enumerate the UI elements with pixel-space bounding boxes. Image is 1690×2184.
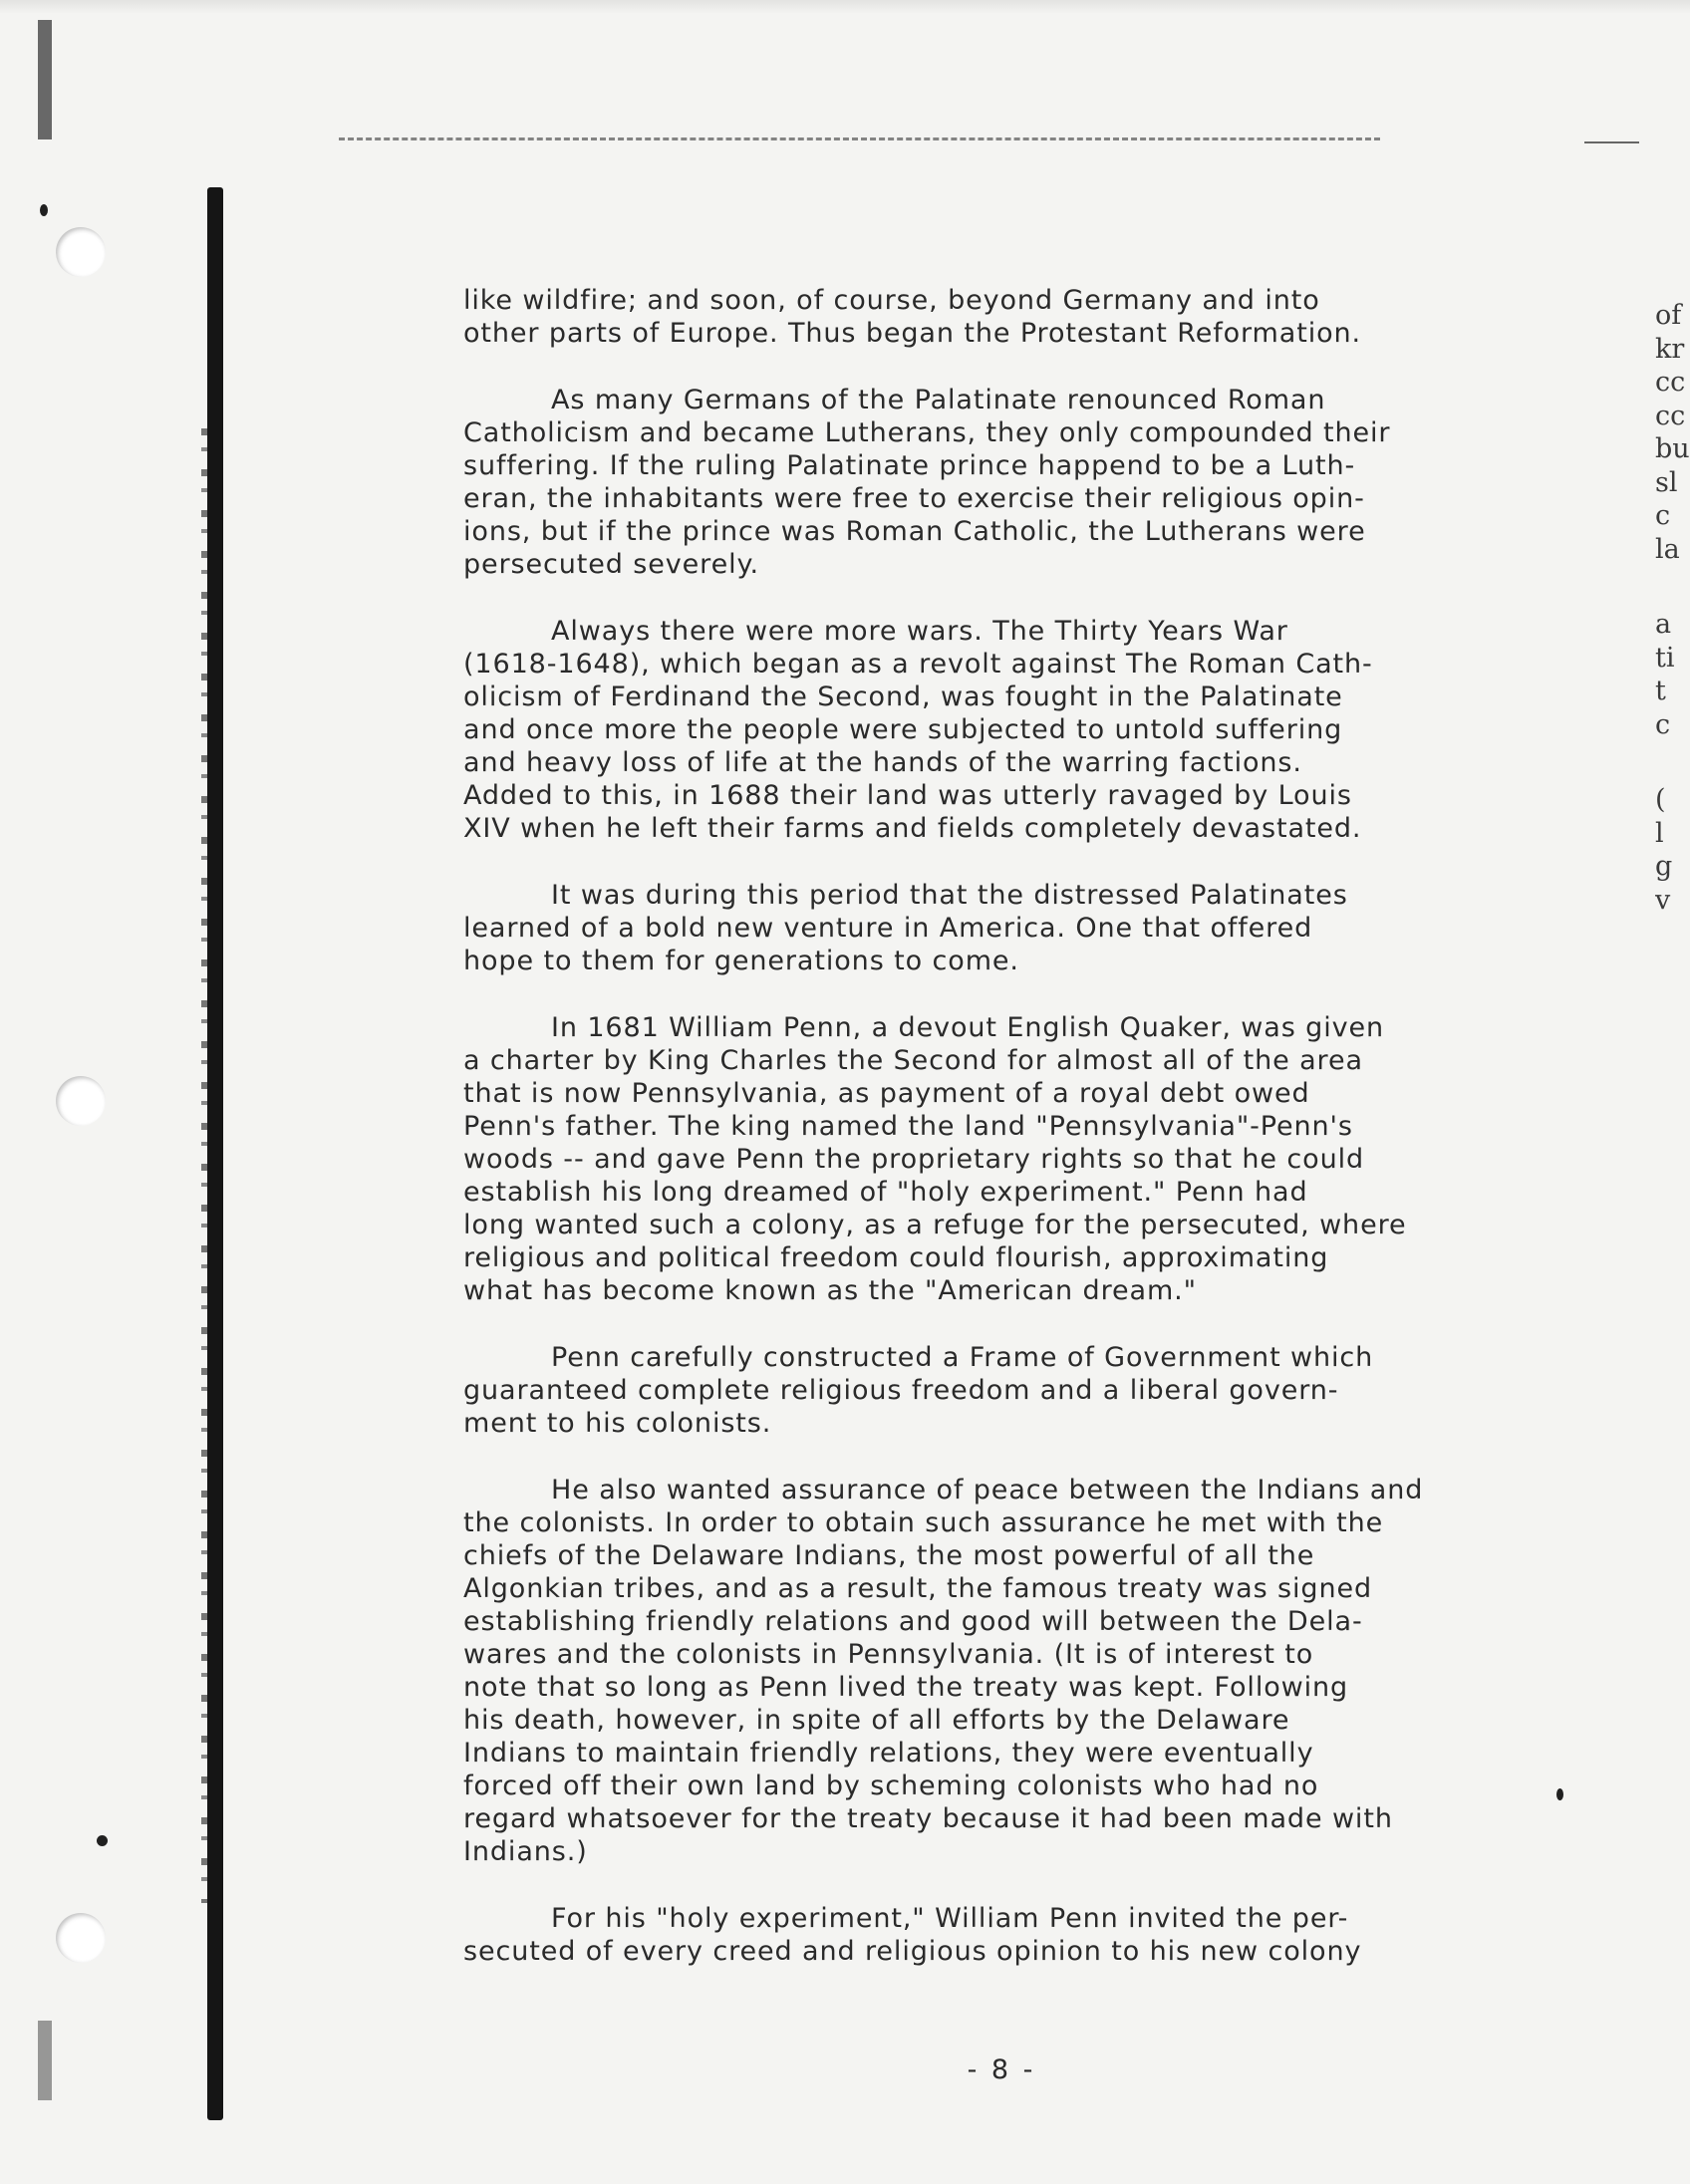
text-line: and once more the people were subjected to untold suffering [463, 714, 1343, 745]
text-line: olicism of Ferdinand the Second, was fought in the Palatinate [463, 682, 1343, 712]
fragment-text: bu [1655, 433, 1690, 464]
text-line: He also wanted assurance of peace between the Indians and [551, 1475, 1424, 1505]
scan-edge-mark-bottom [38, 2021, 52, 2100]
text-line: wares and the colonists in Pennsylvania. (It is of interest to [463, 1639, 1314, 1670]
fragment-text: ( [1655, 784, 1666, 815]
paragraph-6 [463, 1341, 1549, 1440]
text-line: It was during this period that the distressed Palatinates [551, 880, 1348, 911]
binder-hole-bottom [56, 1913, 106, 1963]
fragment-text: c [1655, 500, 1671, 531]
paragraph-8 [463, 1902, 1549, 1968]
scan-edge-mark-top [38, 20, 52, 139]
text-line: like wildfire; and soon, of course, beyond Germany and into [463, 285, 1320, 316]
adjacent-page-fragment [1655, 299, 1690, 917]
text-line: what has become known as the "American dream." [463, 1275, 1197, 1306]
text-line: As many Germans of the Palatinate renounced Roman [551, 385, 1326, 415]
text-line: religious and political freedom could flourish, approximating [463, 1242, 1329, 1273]
fragment-text: l [1655, 817, 1664, 849]
paragraph-4 [463, 879, 1549, 977]
text-line: Penn's father. The king named the land "Pennsylvania"-Penn's [463, 1111, 1353, 1142]
scan-speck [1556, 1788, 1563, 1800]
fragment-text: cc [1655, 400, 1686, 431]
binder-hole-middle [56, 1076, 106, 1126]
fragment-text: ti [1655, 642, 1675, 674]
text-line: (1618-1648), which began as a revolt against The Roman Cath- [463, 649, 1373, 680]
text-line: secuted of every creed and religious opinion to his new colony [463, 1936, 1362, 1967]
text-line: persecuted severely. [463, 549, 760, 580]
fragment-text: la [1655, 533, 1680, 565]
text-line: establish his long dreamed of "holy experiment." Penn had [463, 1177, 1308, 1208]
fragment-gap [1655, 566, 1690, 608]
text-line: that is now Pennsylvania, as payment of a royal debt owed [463, 1078, 1310, 1109]
binder-hole-top [56, 227, 106, 277]
text-line: other parts of Europe. Thus began the Protestant Reformation. [463, 318, 1362, 349]
text-line: In 1681 William Penn, a devout English Quaker, was given [551, 1012, 1385, 1043]
text-line: Always there were more wars. The Thirty Years War [551, 616, 1288, 647]
scan-shadow [0, 0, 1690, 14]
text-line: guaranteed complete religious freedom and a liberal govern- [463, 1375, 1339, 1406]
paragraph-2 [463, 384, 1549, 581]
page-body [463, 284, 1549, 2002]
fragment-gap [1655, 741, 1690, 783]
text-line: eran, the inhabitants were free to exercise their religious opin- [463, 483, 1365, 514]
header-rule [339, 137, 1380, 140]
fragment-text: a [1655, 609, 1672, 640]
text-line: chiefs of the Delaware Indians, the most powerful of all the [463, 1540, 1315, 1571]
text-line: Indians.) [463, 1836, 588, 1867]
fragment-text: v [1655, 884, 1671, 916]
text-line: note that so long as Penn lived the treaty was kept. Following [463, 1672, 1349, 1703]
fragment-text: kr [1655, 333, 1685, 365]
scan-speck [40, 204, 48, 216]
paragraph-3 [463, 615, 1549, 845]
text-line: For his "holy experiment," William Penn invited the per- [551, 1903, 1349, 1934]
text-line: hope to them for generations to come. [463, 946, 1019, 976]
text-line: woods -- and gave Penn the proprietary rights so that he could [463, 1144, 1365, 1175]
scan-binding-edge [201, 428, 207, 1903]
text-line: the colonists. In order to obtain such assurance he met with the [463, 1507, 1384, 1538]
fragment-text: g [1655, 851, 1673, 882]
text-line: Algonkian tribes, and as a result, the famous treaty was signed [463, 1573, 1373, 1604]
scan-binding-shadow [207, 187, 223, 2120]
fragment-text: t [1655, 676, 1666, 706]
fragment-text: c [1655, 708, 1671, 740]
text-line: learned of a bold new venture in America. One that offered [463, 913, 1313, 944]
text-line: establishing friendly relations and good will between the Dela- [463, 1606, 1363, 1637]
text-line: regard whatsoever for the treaty because it had been made with [463, 1803, 1393, 1834]
text-line: forced off their own land by scheming colonists who had no [463, 1771, 1319, 1801]
fragment-text: sl [1655, 466, 1678, 498]
paragraph-5 [463, 1011, 1549, 1307]
page-number: - 8 - [967, 2054, 1036, 2085]
text-line: a charter by King Charles the Second for almost all of the area [463, 1045, 1363, 1076]
fragment-text: of [1655, 300, 1682, 331]
scan-speck [97, 1835, 108, 1846]
text-line: XIV when he left their farms and fields completely devastated. [463, 813, 1362, 844]
text-line: Added to this, in 1688 their land was utterly ravaged by Louis [463, 780, 1352, 811]
paragraph-7 [463, 1474, 1549, 1868]
text-line: long wanted such a colony, as a refuge for the persecuted, where [463, 1210, 1407, 1240]
fragment-text: cc [1655, 367, 1686, 398]
header-rule-fragment [1584, 141, 1639, 143]
text-line: and heavy loss of life at the hands of the warring factions. [463, 747, 1302, 778]
text-line: Penn carefully constructed a Frame of Government which [551, 1342, 1374, 1373]
text-line: his death, however, in spite of all efforts by the Delaware [463, 1705, 1290, 1736]
paragraph-1 [463, 284, 1549, 350]
text-line: ions, but if the prince was Roman Catholic, the Lutherans were [463, 516, 1366, 547]
text-line: ment to his colonists. [463, 1408, 772, 1439]
text-line: Catholicism and became Lutherans, they only compounded their [463, 417, 1391, 448]
text-line: Indians to maintain friendly relations, they were eventually [463, 1738, 1314, 1769]
text-line: suffering. If the ruling Palatinate prince happend to be a Luth- [463, 450, 1356, 481]
